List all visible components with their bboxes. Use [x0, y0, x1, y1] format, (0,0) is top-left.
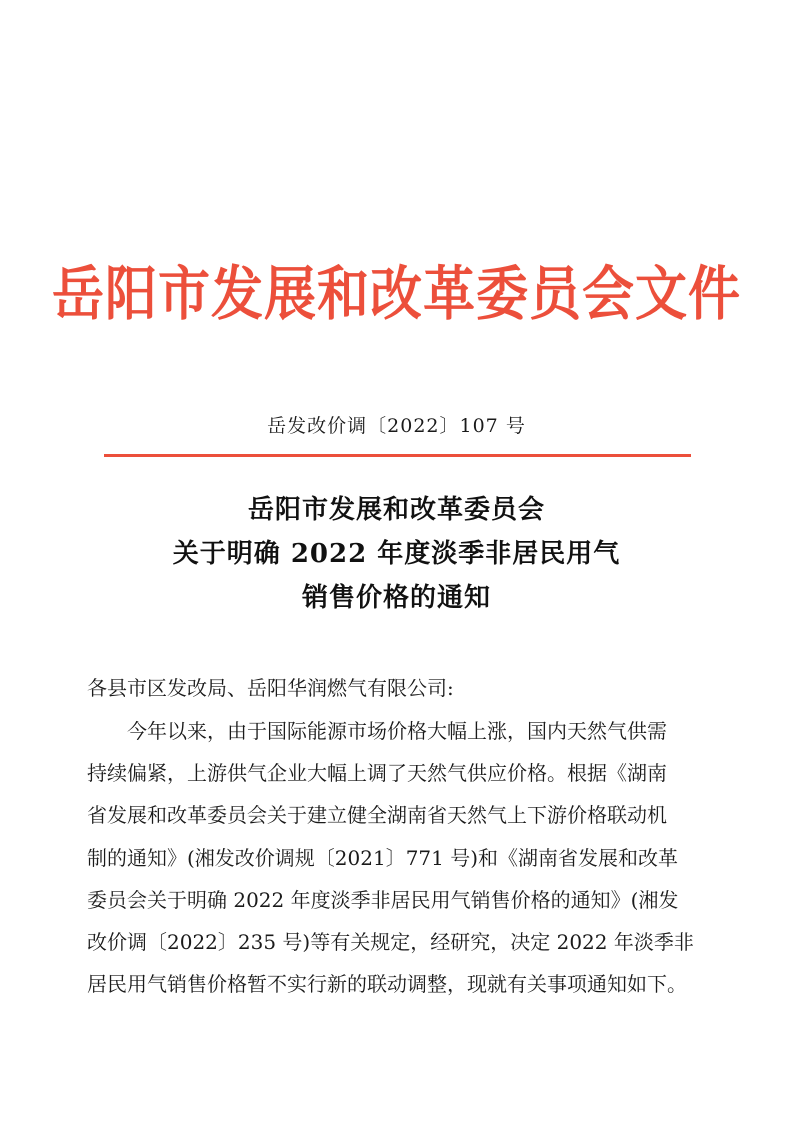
notice-title — [0, 488, 793, 620]
body-line-4: 制的通知》(湘发改价调规〔2021〕771 号)和《湖南省发展和改革 — [87, 845, 679, 870]
body-line-2: 持续偏紧，上游供气企业大幅上调了天然气供应价格。根据《湖南 — [87, 761, 667, 786]
notice-title-line-3: 销售价格的通知 — [301, 583, 491, 613]
salutation: 各县市区发改局、岳阳华润燃气有限公司: — [87, 676, 454, 700]
document-number: 岳发改价调〔2022〕107 号 — [267, 415, 526, 437]
red-divider-line — [104, 454, 691, 457]
body-line-1: 今年以来，由于国际能源市场价格大幅上涨，国内天然气供需 — [127, 719, 667, 743]
notice-title-line-1: 岳阳市发展和改革委员会 — [247, 495, 545, 525]
notice-title-line-2: 关于明确 2022 年度淡季非居民用气 — [172, 539, 621, 569]
body-line-6: 改价调〔2022〕235 号)等有关规定，经研究，决定 2022 年淡季非 — [87, 930, 694, 955]
body-line-5: 委员会关于明确 2022 年度淡季非居民用气销售价格的通知》(湘发 — [87, 887, 679, 912]
body-line-3: 省发展和改革委员会关于建立健全湖南省天然气上下游价格联动机 — [87, 803, 667, 828]
org-header-title: 岳阳市发展和改革委员会文件 — [51, 261, 741, 329]
body-paragraph — [87, 710, 715, 1005]
body-line-7: 居民用气销售价格暂不实行新的联动调整，现就有关事项通知如下。 — [87, 972, 687, 997]
